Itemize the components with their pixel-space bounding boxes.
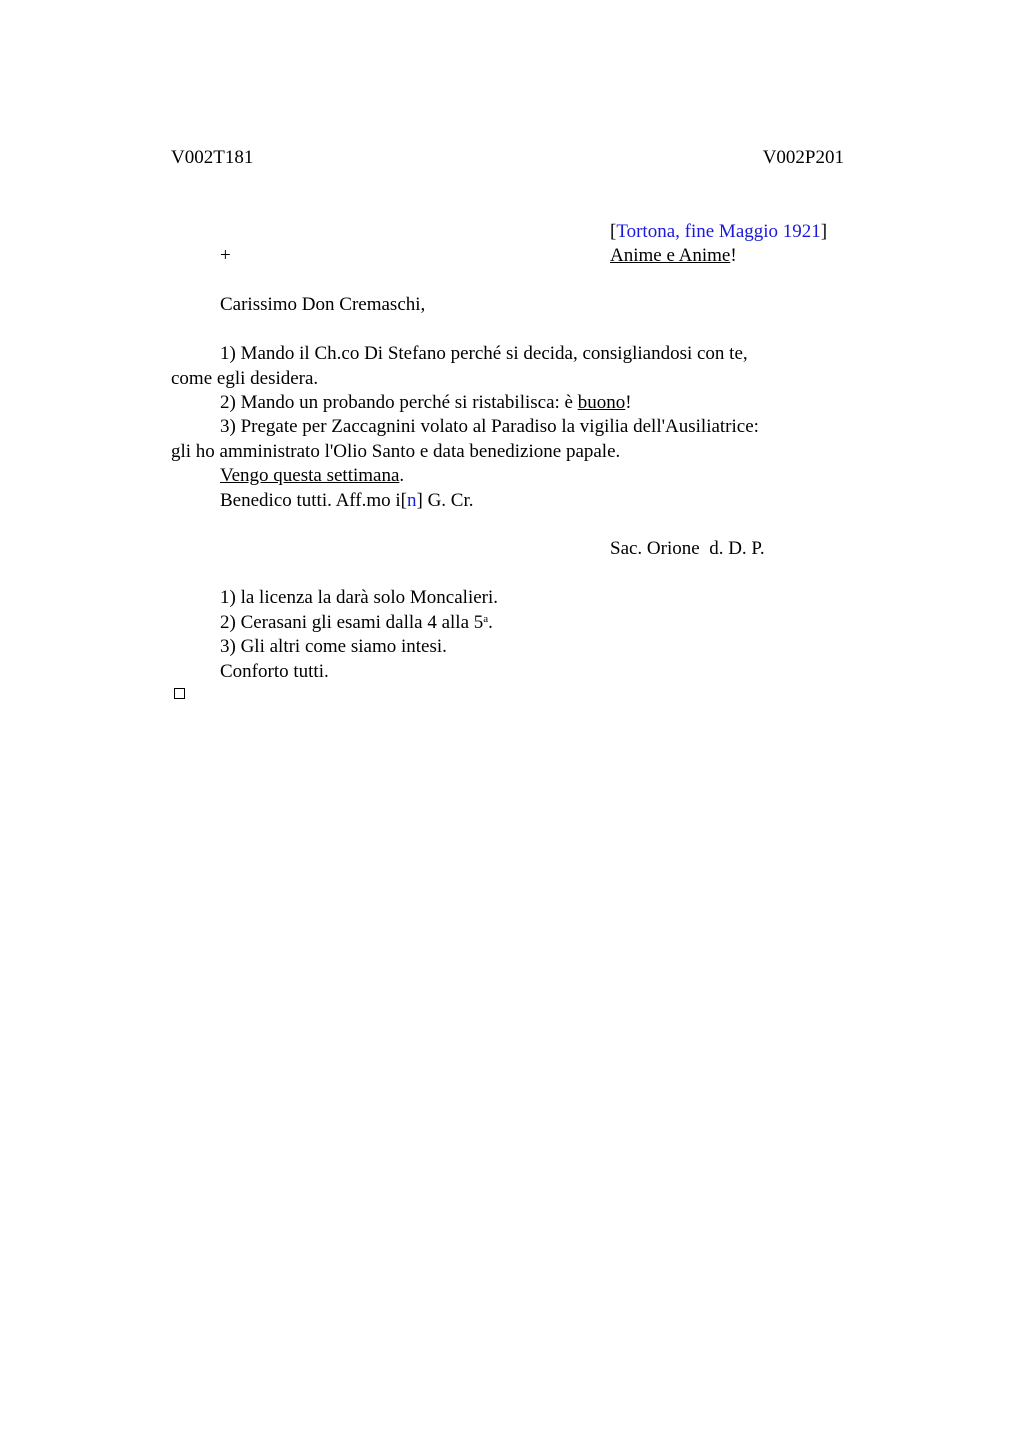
benedico-before: Benedico tutti. Aff.mo i bbox=[220, 490, 401, 511]
motto-text: Anime e Anime bbox=[610, 245, 731, 266]
vengo-line bbox=[220, 464, 404, 488]
benedico-after: G. Cr. bbox=[422, 490, 474, 511]
item-3-line-2: gli ho amministrato l'Olio Santo e data benedizione papale. bbox=[171, 441, 621, 462]
benedico-line bbox=[220, 489, 474, 513]
vengo-punct: . bbox=[399, 465, 405, 486]
item-2-after: ! bbox=[625, 392, 632, 413]
item-1-line-2: come egli desidera. bbox=[171, 368, 319, 389]
end-square-icon bbox=[174, 688, 185, 699]
item-3-line-1: 3) Pregate per Zaccagnini volato al Paradiso la vigilia dell'Ausiliatrice: bbox=[220, 416, 759, 437]
item-1-line-1: 1) Mando il Ch.co Di Stefano perché si decida, consigliandosi con te, bbox=[220, 343, 748, 364]
bracket-close: ] bbox=[416, 490, 423, 511]
dateline-open-bracket: [ bbox=[610, 221, 617, 242]
bracket-letter: n bbox=[407, 490, 417, 511]
postscript-4: Conforto tutti. bbox=[220, 661, 329, 682]
item-2-before: 2) Mando un probando perché si ristabilisca: è bbox=[220, 392, 578, 413]
bracket-open: [ bbox=[400, 490, 407, 511]
dateline bbox=[610, 220, 827, 244]
header-left-code: V002T181 bbox=[171, 147, 254, 168]
item-2 bbox=[220, 391, 632, 415]
postscript-2-before: 2) Cerasani gli esami dalla 4 alla 5 bbox=[220, 612, 484, 633]
postscript-2 bbox=[220, 611, 493, 635]
dateline-date: Tortona, fine Maggio 1921 bbox=[616, 221, 821, 242]
postscript-1: 1) la licenza la darà solo Moncalieri. bbox=[220, 587, 499, 608]
item-2-underlined: buono bbox=[577, 392, 626, 413]
salutation: Carissimo Don Cremaschi, bbox=[220, 294, 426, 315]
vengo-text: Vengo questa settimana bbox=[220, 465, 400, 486]
cross-mark: + bbox=[220, 245, 231, 266]
postscript-3: 3) Gli altri come siamo intesi. bbox=[220, 636, 447, 657]
motto-punct: ! bbox=[730, 245, 737, 266]
postscript-2-after: . bbox=[488, 612, 493, 633]
signature: Sac. Orione d. D. P. bbox=[610, 538, 765, 559]
dateline-close-bracket: ] bbox=[820, 221, 828, 242]
postscript-2-superscript: a bbox=[483, 613, 489, 625]
motto bbox=[610, 244, 737, 268]
header-right-code: V002P201 bbox=[762, 147, 844, 168]
